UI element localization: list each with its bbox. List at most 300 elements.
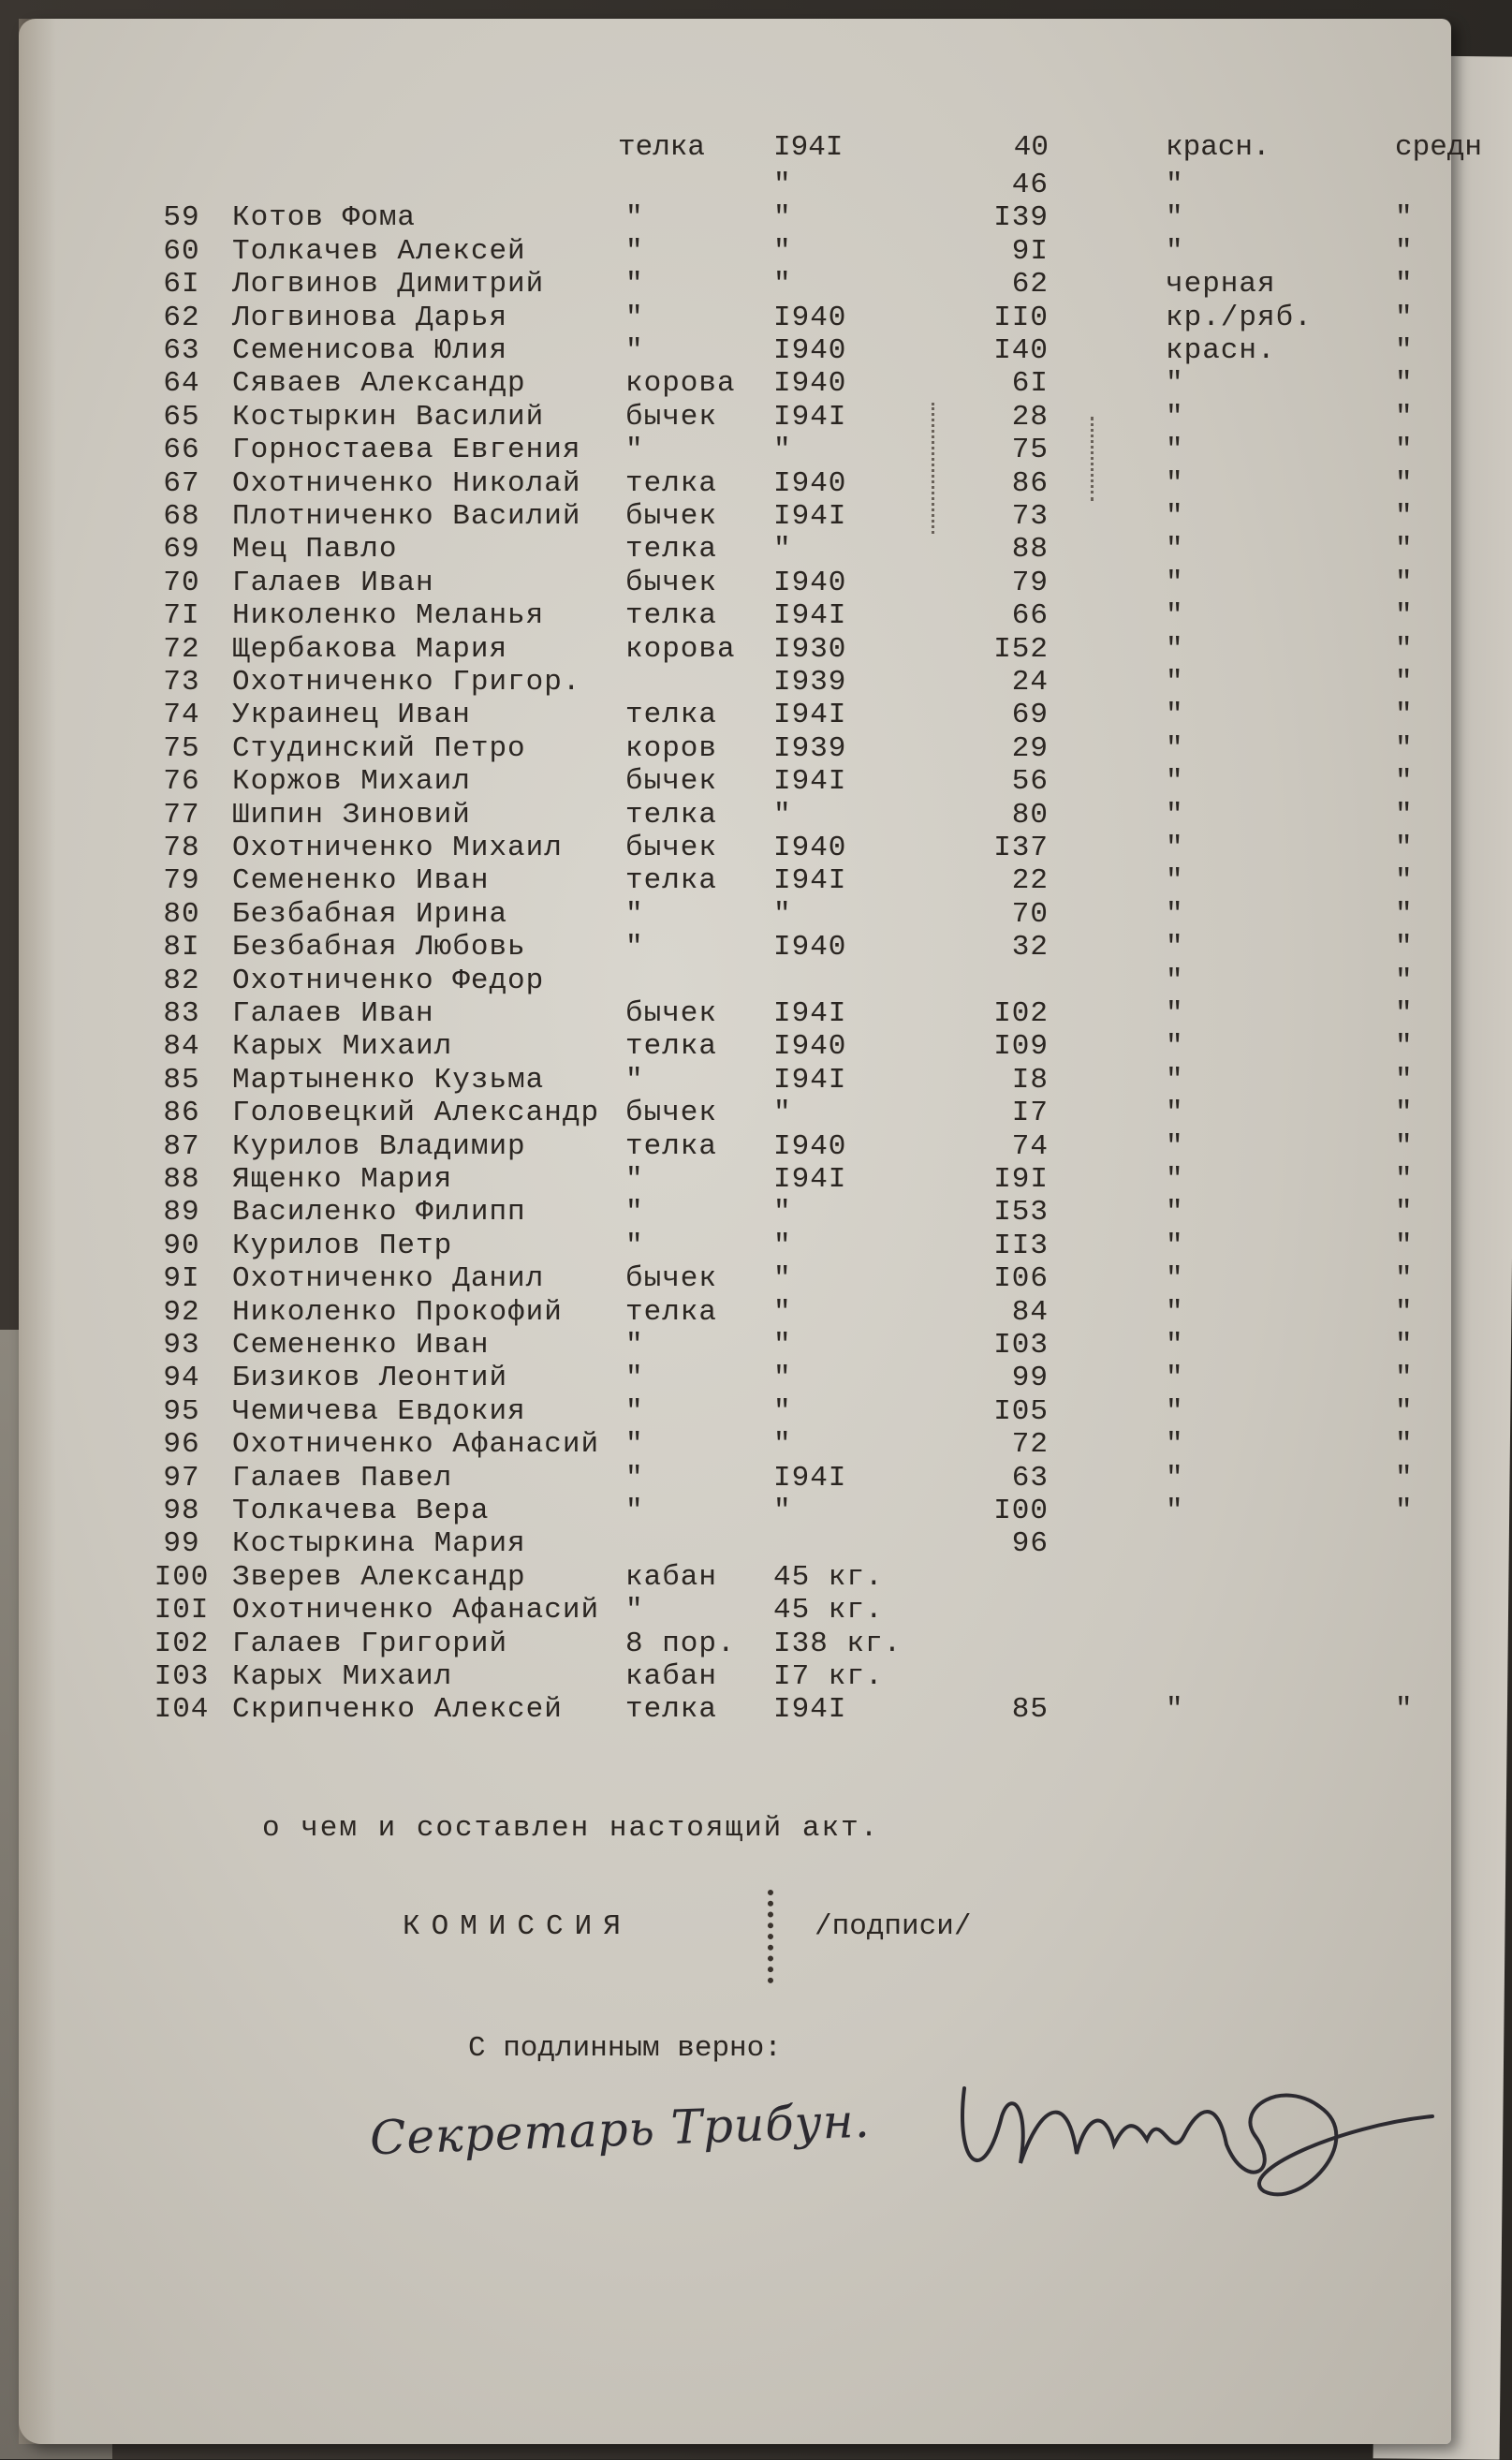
animal-type: " (625, 268, 644, 302)
animal-color: " (1166, 1495, 1184, 1527)
row-number: 69 (163, 533, 200, 567)
weight-kg: I7 (1011, 1097, 1049, 1130)
table-row (0, 1030, 1512, 1068)
header-continuation-row (0, 131, 1512, 169)
table-row (0, 434, 1512, 471)
owner-name: Мец Павло (232, 533, 398, 567)
weight-kg: I40 (993, 334, 1049, 367)
table-row (0, 1395, 1512, 1433)
animal-color: " (1166, 699, 1184, 732)
condition: " (1395, 566, 1414, 599)
table-row (0, 1527, 1512, 1565)
weight-kg: 99 (1011, 1362, 1049, 1395)
condition: " (1395, 301, 1414, 334)
animal-type: " (625, 434, 644, 467)
certified-true-copy: С подлинным верно: (468, 2032, 782, 2065)
table-row (0, 1628, 1512, 1665)
table-row (0, 401, 1512, 438)
animal-color: " (1166, 234, 1184, 268)
owner-name: Котов Фома (232, 201, 417, 235)
row-number: 85 (163, 1063, 200, 1097)
animal-type: кабан (625, 1560, 718, 1594)
birth-year: I94I (773, 1063, 847, 1097)
row-number: I03 (154, 1660, 210, 1693)
owner-name: Мартыненко Кузьма (232, 1063, 545, 1097)
table-row (0, 334, 1512, 372)
dotted-mark (932, 403, 935, 534)
animal-color: " (1166, 964, 1184, 997)
owner-name: Скрипченко Алексей (232, 1693, 563, 1727)
weight-kg: I09 (993, 1030, 1049, 1064)
animal-type: телка (625, 864, 718, 898)
owner-name: Костыркина Мария (232, 1527, 526, 1561)
animal-color: " (1166, 666, 1184, 699)
table-row (0, 1163, 1512, 1201)
table-row (0, 1660, 1512, 1698)
owner-name: Зверев Александр (232, 1560, 526, 1594)
table-row (0, 302, 1512, 339)
animal-type: " (625, 1594, 644, 1628)
animal-type: " (625, 1329, 644, 1362)
weight-kg: 88 (1011, 533, 1049, 567)
condition: " (1395, 798, 1414, 832)
birth-year: I940 (773, 832, 847, 864)
animal-type: " (625, 1362, 644, 1395)
condition: " (1395, 400, 1414, 434)
condition: " (1395, 632, 1414, 666)
row-number: 6I (163, 268, 200, 302)
row-number: 78 (163, 832, 200, 864)
animal-color: черная (1166, 268, 1276, 302)
table-row (0, 1495, 1512, 1532)
animal-type: " (625, 234, 644, 268)
row-number: 96 (163, 1428, 200, 1462)
row-number: 68 (163, 500, 200, 533)
table-row (0, 1561, 1512, 1598)
animal-type: телка (625, 798, 718, 832)
table-row (0, 1097, 1512, 1134)
animal-color: " (1166, 1229, 1184, 1262)
owner-name: Галаев Григорий (232, 1627, 508, 1660)
owner-name: Охотниченко Николай (232, 466, 581, 500)
weight-kg: 96 (1011, 1527, 1049, 1561)
owner-name: Безбабная Любовь (232, 931, 526, 965)
row-number: 88 (163, 1163, 200, 1196)
birth-year: " (773, 1362, 792, 1395)
row-number: I0I (154, 1594, 210, 1628)
row-number: 79 (163, 864, 200, 898)
animal-type: " (625, 1428, 644, 1462)
birth-year: 45 кг. (773, 1594, 884, 1628)
condition: " (1395, 1461, 1414, 1495)
row-number: 7I (163, 599, 200, 633)
animal-color: " (1166, 1163, 1184, 1196)
animal-type: бычек (625, 997, 718, 1030)
animal-color: " (1166, 1196, 1184, 1230)
condition: " (1395, 1295, 1414, 1329)
closing-statement: о чем и составлен настоящий акт. (262, 1812, 880, 1845)
weight-kg: I9I (993, 1163, 1049, 1196)
animal-type: корова (625, 367, 736, 401)
owner-name: Курилов Владимир (232, 1129, 526, 1163)
condition: " (1395, 1229, 1414, 1262)
condition: " (1395, 1262, 1414, 1296)
animal-type: кабан (625, 1660, 718, 1693)
birth-year: I940 (773, 1030, 847, 1064)
owner-name: Карых Михаил (232, 1030, 453, 1064)
table-row (0, 533, 1512, 570)
header-year: I94I (773, 131, 844, 164)
animal-type: " (625, 897, 644, 931)
weight-kg: 63 (1011, 1461, 1049, 1495)
animal-type: бычек (625, 765, 718, 799)
owner-name: Николенко Меланья (232, 599, 545, 633)
owner-name: Карых Михаил (232, 1660, 453, 1693)
header-condition: средн (1395, 131, 1483, 164)
row-number: 87 (163, 1129, 200, 1163)
birth-year: I94I (773, 699, 847, 732)
table-row (0, 997, 1512, 1035)
table-row (0, 1362, 1512, 1399)
table-row (0, 1428, 1512, 1466)
birth-year: I930 (773, 632, 847, 666)
condition: " (1395, 1693, 1414, 1727)
condition: " (1395, 1163, 1414, 1196)
weight-kg: II0 (993, 301, 1049, 334)
birth-year: I94I (773, 864, 847, 898)
row-number: 8I (163, 931, 200, 965)
table-row (0, 467, 1512, 505)
animal-type: телка (625, 1693, 718, 1727)
owner-name: Безбабная Ирина (232, 897, 508, 931)
birth-year: I940 (773, 367, 847, 401)
row-number: 64 (163, 367, 200, 401)
row-number: 90 (163, 1229, 200, 1262)
birth-year: I94I (773, 400, 847, 434)
animal-type: " (625, 931, 644, 965)
owner-name: Логвинов Димитрий (232, 268, 545, 302)
weight-kg: I39 (993, 201, 1049, 235)
header-weight: 40 (1013, 131, 1049, 164)
condition: " (1395, 832, 1414, 864)
animal-color: " (1166, 931, 1184, 965)
birth-year: " (773, 1262, 792, 1296)
owner-name: Студинский Петро (232, 731, 526, 765)
table-row (0, 965, 1512, 1002)
animal-color: " (1166, 832, 1184, 864)
owner-name: Охотниченко Данил (232, 1262, 545, 1296)
animal-type: бычек (625, 400, 718, 434)
birth-year: I939 (773, 666, 847, 699)
owner-name: Семененко Иван (232, 1329, 490, 1362)
birth-year: I939 (773, 731, 847, 765)
owner-name: Василенко Филипп (232, 1196, 526, 1230)
table-row (0, 898, 1512, 935)
owner-name: Коржов Михаил (232, 765, 471, 799)
animal-color: красн. (1166, 334, 1276, 367)
owner-name: Горностаева Евгения (232, 434, 581, 467)
birth-year: I940 (773, 931, 847, 965)
animal-color: " (1166, 400, 1184, 434)
table-row (0, 666, 1512, 703)
weight-kg: 6I (1011, 367, 1049, 401)
condition: " (1395, 897, 1414, 931)
birth-year: I940 (773, 334, 847, 367)
animal-color: кр./ряб. (1166, 301, 1313, 334)
row-number: I04 (154, 1693, 210, 1727)
table-row (0, 169, 1512, 206)
birth-year: " (773, 1428, 792, 1462)
weight-kg: I52 (993, 632, 1049, 666)
weight-kg: 69 (1011, 699, 1049, 732)
owner-name: Охотниченко Афанасий (232, 1594, 600, 1628)
weight-kg: 62 (1011, 268, 1049, 302)
condition: " (1395, 1030, 1414, 1064)
row-number: 80 (163, 897, 200, 931)
animal-type: " (625, 1063, 644, 1097)
birth-year: " (773, 1295, 792, 1329)
weight-kg: 72 (1011, 1428, 1049, 1462)
weight-kg: 24 (1011, 666, 1049, 699)
owner-name: Шипин Зиновий (232, 798, 471, 832)
owner-name: Охотниченко Федор (232, 964, 545, 997)
weight-kg: I06 (993, 1262, 1049, 1296)
weight-kg: 75 (1011, 434, 1049, 467)
animal-color: " (1166, 1362, 1184, 1395)
weight-kg: I02 (993, 997, 1049, 1030)
row-number: 76 (163, 765, 200, 799)
owner-name: Чемичева Евдокия (232, 1394, 526, 1428)
weight-kg: 9I (1011, 234, 1049, 268)
table-row (0, 633, 1512, 670)
row-number: 73 (163, 666, 200, 699)
signatures-note: /подписи/ (815, 1910, 972, 1943)
weight-kg: 80 (1011, 798, 1049, 832)
weight-kg: 84 (1011, 1295, 1049, 1329)
colon-separator (768, 1890, 783, 1983)
weight-kg: 85 (1011, 1693, 1049, 1727)
animal-color: " (1166, 1329, 1184, 1362)
animal-type: " (625, 334, 644, 367)
animal-type: телка (625, 533, 718, 567)
row-number: 98 (163, 1495, 200, 1527)
birth-year: I7 кг. (773, 1660, 884, 1693)
animal-color: " (1166, 864, 1184, 898)
condition: " (1395, 1196, 1414, 1230)
row-number: 74 (163, 699, 200, 732)
animal-color: " (1166, 798, 1184, 832)
table-row (0, 1230, 1512, 1267)
row-number: 84 (163, 1030, 200, 1064)
row-number: 82 (163, 964, 200, 997)
birth-year: I94I (773, 1693, 847, 1727)
weight-kg: II3 (993, 1229, 1049, 1262)
birth-year: " (773, 1329, 792, 1362)
table-row (0, 1693, 1512, 1731)
condition: " (1395, 1495, 1414, 1527)
row-number: I00 (154, 1560, 210, 1594)
row-number: 72 (163, 632, 200, 666)
condition: " (1395, 699, 1414, 732)
row-number: 86 (163, 1097, 200, 1130)
owner-name: Головецкий Александр (232, 1097, 600, 1130)
condition: " (1395, 1129, 1414, 1163)
animal-type: телка (625, 1129, 718, 1163)
weight-kg: 66 (1011, 599, 1049, 633)
animal-color: " (1166, 566, 1184, 599)
birth-year: I940 (773, 466, 847, 500)
condition: " (1395, 666, 1414, 699)
table-row (0, 799, 1512, 836)
condition: " (1395, 367, 1414, 401)
table-row (0, 235, 1512, 273)
animal-color: " (1166, 1129, 1184, 1163)
birth-year: I94I (773, 1461, 847, 1495)
owner-name: Семенисова Юлия (232, 334, 508, 367)
weight-kg: I00 (993, 1495, 1049, 1527)
table-row (0, 1594, 1512, 1631)
weight-kg: 28 (1011, 400, 1049, 434)
birth-year: " (773, 1097, 792, 1130)
condition: " (1395, 1394, 1414, 1428)
animal-type: 8 пор. (625, 1627, 736, 1660)
row-number: I02 (154, 1627, 210, 1660)
weight-kg: I37 (993, 832, 1049, 864)
animal-color: " (1166, 1693, 1184, 1727)
owner-name: Плотниченко Василий (232, 500, 581, 533)
table-row (0, 1296, 1512, 1333)
row-number: 92 (163, 1295, 200, 1329)
birth-year: " (773, 1394, 792, 1428)
table-row (0, 699, 1512, 736)
row-number: 60 (163, 234, 200, 268)
owner-name: Охотниченко Григор. (232, 666, 581, 699)
row-number: 63 (163, 334, 200, 367)
condition: " (1395, 1063, 1414, 1097)
animal-color: " (1166, 169, 1184, 201)
animal-type: бычек (625, 500, 718, 533)
table-row (0, 500, 1512, 538)
owner-name: Галаев Павел (232, 1461, 453, 1495)
animal-color: " (1166, 1461, 1184, 1495)
table-row (0, 931, 1512, 968)
condition: " (1395, 500, 1414, 533)
condition: " (1395, 1329, 1414, 1362)
animal-color: " (1166, 1394, 1184, 1428)
owner-name: Охотниченко Михаил (232, 832, 563, 864)
animal-color: " (1166, 367, 1184, 401)
animal-color: " (1166, 997, 1184, 1030)
header-type: телка (618, 131, 706, 164)
owner-name: Семененко Иван (232, 864, 490, 898)
dotted-mark (1091, 417, 1094, 501)
animal-type: " (625, 201, 644, 235)
weight-kg: I53 (993, 1196, 1049, 1230)
animal-type: корова (625, 632, 736, 666)
table-row (0, 1329, 1512, 1366)
row-number: 65 (163, 400, 200, 434)
animal-color: " (1166, 1097, 1184, 1130)
owner-name: Костыркин Василий (232, 400, 545, 434)
weight-kg: I05 (993, 1394, 1049, 1428)
animal-type: телка (625, 1295, 718, 1329)
animal-color: " (1166, 1428, 1184, 1462)
birth-year: " (773, 533, 792, 567)
table-row (0, 268, 1512, 305)
owner-name: Галаев Иван (232, 566, 434, 599)
condition: " (1395, 201, 1414, 235)
row-number: 77 (163, 798, 200, 832)
animal-color: " (1166, 533, 1184, 567)
row-number: 75 (163, 731, 200, 765)
animal-color: " (1166, 765, 1184, 799)
animal-color: " (1166, 599, 1184, 633)
table-row (0, 599, 1512, 637)
row-number: 94 (163, 1362, 200, 1395)
animal-color: " (1166, 500, 1184, 533)
condition: " (1395, 334, 1414, 367)
condition: " (1395, 434, 1414, 467)
row-number: 99 (163, 1527, 200, 1561)
owner-name: Галаев Иван (232, 997, 434, 1030)
birth-year: I94I (773, 765, 847, 799)
weight-kg: 29 (1011, 731, 1049, 765)
row-number: 93 (163, 1329, 200, 1362)
animal-type: бычек (625, 832, 718, 864)
birth-year: I940 (773, 1129, 847, 1163)
animal-type: коров (625, 731, 718, 765)
condition: " (1395, 864, 1414, 898)
birth-year: " (773, 1196, 792, 1230)
animal-color: " (1166, 466, 1184, 500)
table-row (0, 732, 1512, 770)
condition: " (1395, 268, 1414, 302)
condition: " (1395, 964, 1414, 997)
table-row (0, 567, 1512, 604)
weight-kg: 73 (1011, 500, 1049, 533)
owner-name: Бизиков Леонтий (232, 1362, 508, 1395)
weight-kg: 74 (1011, 1129, 1049, 1163)
birth-year: " (773, 434, 792, 467)
birth-year: I940 (773, 566, 847, 599)
animal-color: " (1166, 201, 1184, 235)
table-row (0, 1130, 1512, 1168)
weight-kg: 70 (1011, 897, 1049, 931)
row-number: 70 (163, 566, 200, 599)
birth-year: " (773, 798, 792, 832)
animal-type: " (625, 1229, 644, 1262)
condition: " (1395, 1362, 1414, 1395)
animal-color: " (1166, 434, 1184, 467)
birth-year: I94I (773, 599, 847, 633)
animal-type: бычек (625, 1097, 718, 1130)
birth-year: 45 кг. (773, 1560, 884, 1594)
animal-type: " (625, 1196, 644, 1230)
table-row (0, 832, 1512, 869)
animal-type: " (625, 1394, 644, 1428)
owner-name: Ященко Мария (232, 1163, 453, 1196)
birth-year: I940 (773, 301, 847, 334)
birth-year: " (773, 1495, 792, 1527)
birth-year: I94I (773, 500, 847, 533)
row-number: 66 (163, 434, 200, 467)
birth-year: " (773, 897, 792, 931)
weight-kg: 22 (1011, 864, 1049, 898)
owner-name: Толкачева Вера (232, 1495, 490, 1527)
table-row (0, 1064, 1512, 1101)
owner-name: Курилов Петр (232, 1229, 453, 1262)
animal-type: " (625, 301, 644, 334)
